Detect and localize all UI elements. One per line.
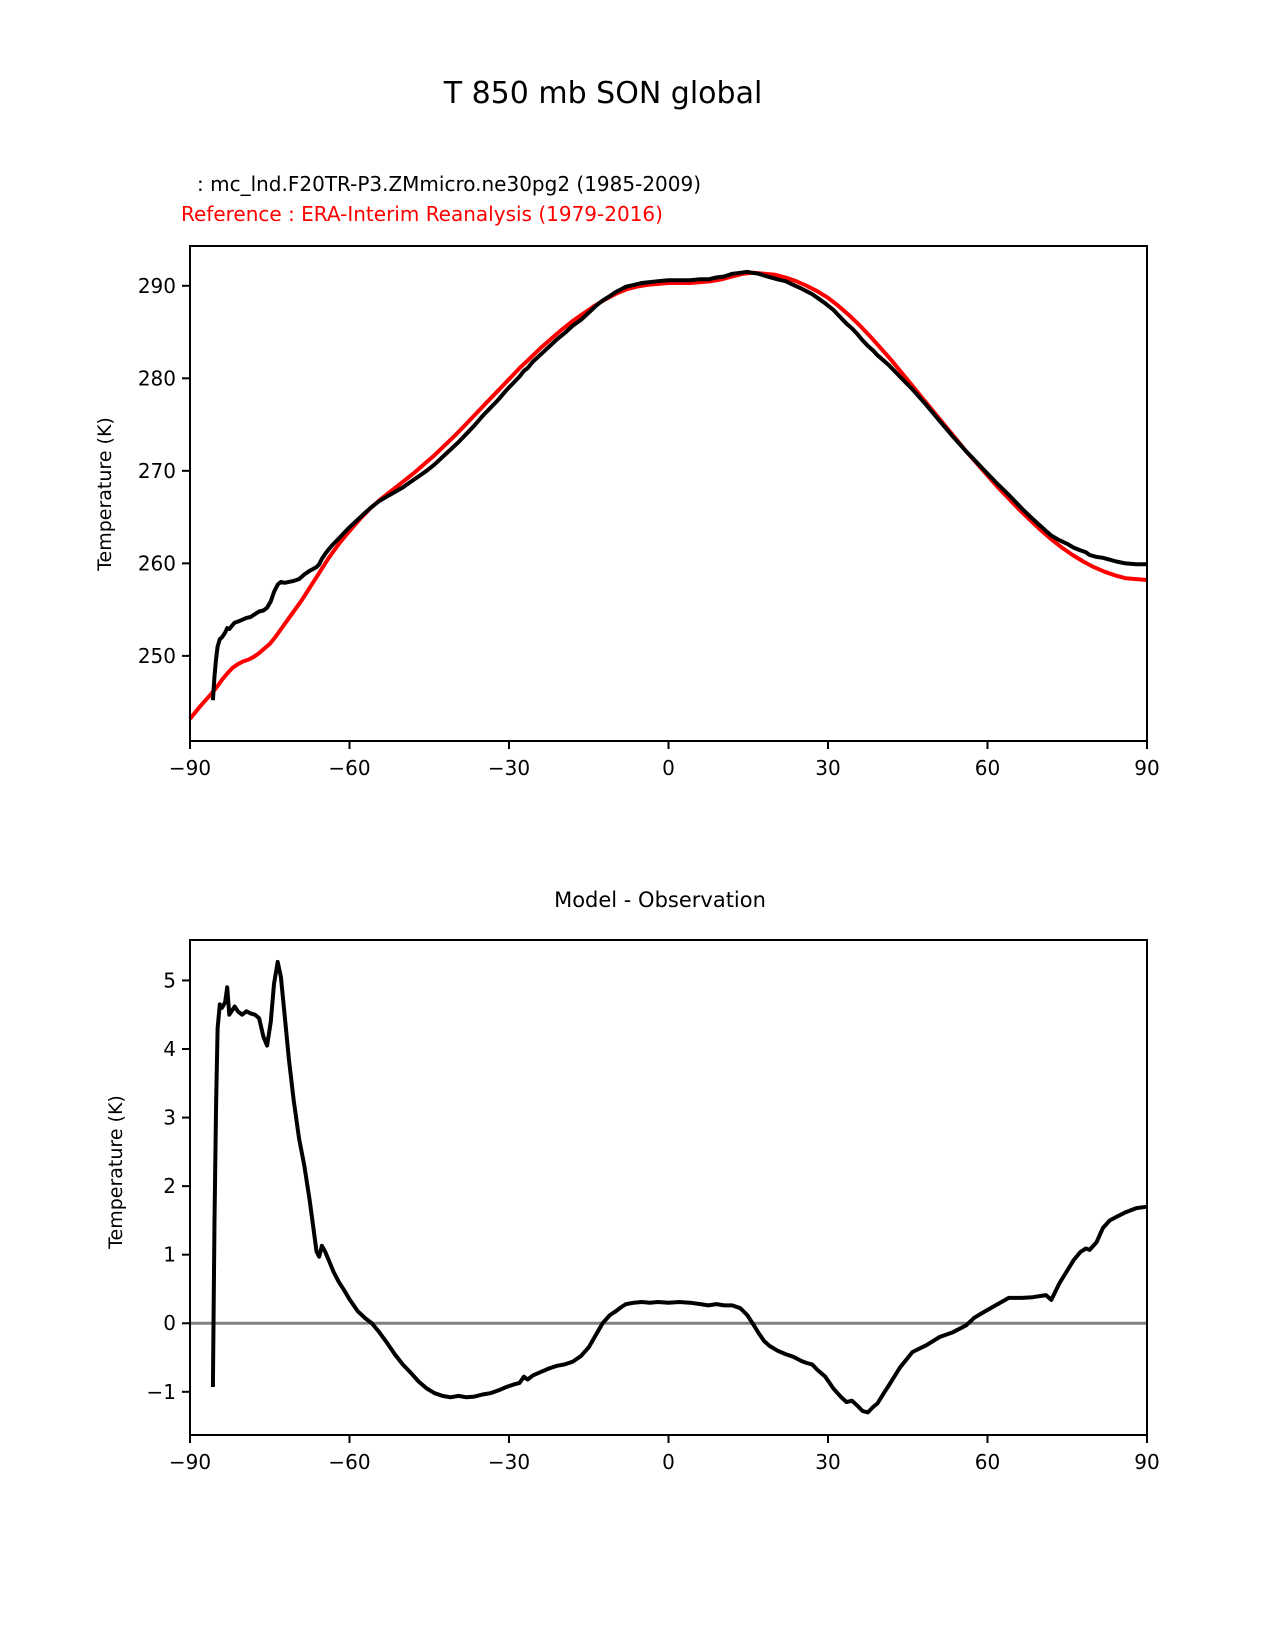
y-tick-label: 0 <box>163 1311 176 1336</box>
x-tick-label: −60 <box>328 1450 371 1474</box>
bottom-plot-y-ticks <box>147 968 190 1403</box>
y-tick-label: −1 <box>146 1379 176 1404</box>
y-tick-label: 4 <box>163 1037 176 1062</box>
x-tick-label: 0 <box>662 1450 675 1474</box>
reference-line <box>190 273 1147 719</box>
y-tick-label: 270 <box>137 458 176 483</box>
y-tick-label: 250 <box>137 643 176 668</box>
x-tick-label: −30 <box>487 756 531 780</box>
x-tick-label: 0 <box>662 756 675 780</box>
y-tick-label: 1 <box>163 1242 176 1267</box>
model-line <box>213 272 1147 700</box>
y-tick-label: 5 <box>163 968 176 993</box>
x-tick-label: −30 <box>487 1450 531 1474</box>
x-tick-label: 60 <box>974 756 1001 780</box>
diff-line <box>213 962 1147 1413</box>
x-tick-label: 90 <box>1134 1450 1160 1474</box>
bottom-plot <box>147 940 1160 1474</box>
legend-reference-entry: Reference : ERA-Interim Reanalysis (1979-2016) <box>181 202 663 226</box>
y-tick-label: 3 <box>163 1105 176 1130</box>
x-tick-label: 90 <box>1134 756 1160 780</box>
figure-title: T 850 mb SON global <box>443 76 763 111</box>
bottom-plot-ylabel: Temperature (K) <box>105 1095 127 1249</box>
x-tick-label: 60 <box>974 1450 1001 1474</box>
y-tick-label: 280 <box>137 366 176 391</box>
x-tick-label: −60 <box>328 756 371 780</box>
y-tick-label: 290 <box>137 273 176 298</box>
bottom-plot-frame <box>190 940 1147 1435</box>
x-tick-label: 30 <box>815 756 841 780</box>
bottom-plot-x-ticks <box>169 1435 1160 1474</box>
legend-test-entry: : mc_lnd.F20TR-P3.ZMmicro.ne30pg2 (1985-2009) <box>197 172 702 196</box>
y-tick-label: 260 <box>137 551 176 576</box>
x-tick-label: −90 <box>168 756 212 780</box>
bottom-plot-title: Model - Observation <box>554 888 766 912</box>
x-tick-label: −90 <box>168 1450 212 1474</box>
y-tick-label: 2 <box>163 1174 176 1199</box>
top-plot-y-ticks <box>138 274 190 668</box>
top-plot-ylabel: Temperature (K) <box>94 417 116 571</box>
top-plot <box>138 246 1160 780</box>
x-tick-label: 30 <box>815 1450 841 1474</box>
top-plot-x-ticks <box>169 741 1160 780</box>
